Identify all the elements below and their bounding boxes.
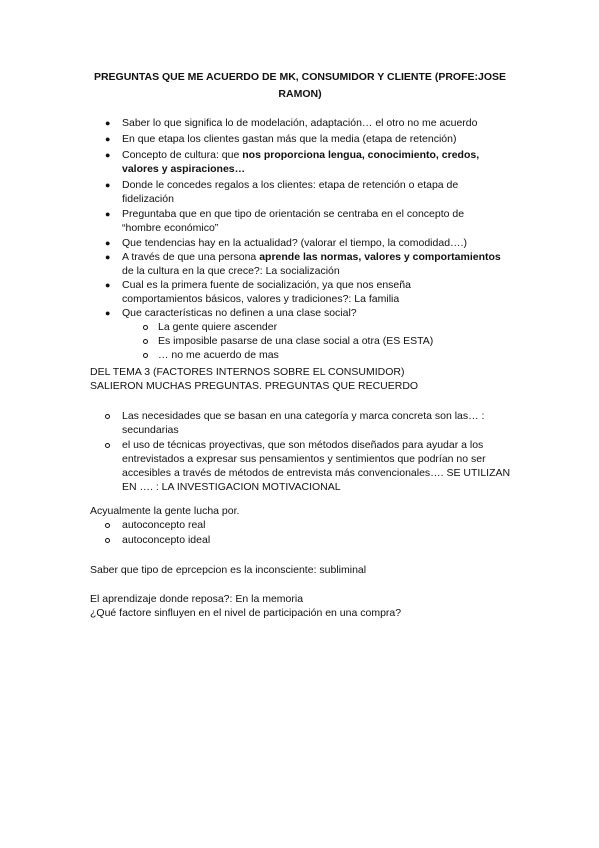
paragraph: ¿Qué factore sinfluyen en el nivel de participación en una compra? <box>90 607 402 619</box>
list-item: autoconcepto ideal <box>122 534 211 546</box>
list-item: autoconcepto real <box>122 519 206 531</box>
circle-bullet-icon <box>105 523 110 528</box>
list-item <box>122 250 502 278</box>
paragraph: El aprendizaje donde reposa?: En la memoria <box>90 593 304 605</box>
circle-bullet-icon <box>143 339 148 344</box>
list-item-text: de la cultura en la que crece?: La socialización <box>122 265 340 277</box>
list-item: Que tendencias hay en la actualidad? (valorar el tiempo, la comodidad….) <box>122 237 467 249</box>
list-item-bold-text: aprende las normas, valores y comportamientos <box>259 251 501 263</box>
bullet-icon: ● <box>105 209 111 219</box>
sub-list-item: … no me acuerdo de mas <box>158 349 279 361</box>
circle-bullet-icon <box>105 538 110 543</box>
section-heading: DEL TEMA 3 (FACTORES INTERNOS SOBRE EL CONSUMIDOR) SALIERON MUCHAS PREGUNTAS. PREGUNTAS QUE RECUERDO <box>90 366 419 392</box>
list-item: Cual es la primera fuente de socialización, ya que nos enseña comportamientos básicos, valores y tradiciones?: La familia <box>122 279 411 305</box>
sub-list-item: Es imposible pasarse de una clase social a otra (ES ESTA) <box>158 335 434 347</box>
circle-bullet-icon <box>143 325 148 330</box>
list-item: Preguntaba que en que tipo de orientación se centraba en el concepto de “hombre económico” <box>122 208 465 234</box>
bullet-icon: ● <box>105 252 111 262</box>
list-item: Que características no definen a una clase social? <box>122 307 357 319</box>
circle-bullet-icon <box>105 443 110 448</box>
bullet-icon: ● <box>105 280 111 290</box>
list-item: Saber lo que significa lo de modelación, adaptación… el otro no me acuerdo <box>122 117 478 129</box>
paragraph: Saber que tipo de eprcepcion es la inconsciente: subliminal <box>90 564 367 576</box>
page-title: PREGUNTAS QUE ME ACUERDO DE MK, CONSUMIDOR Y CLIENTE (PROFE:JOSE RAMON) <box>93 71 507 100</box>
bullet-icon: ● <box>105 238 111 248</box>
list-item <box>122 148 517 176</box>
circle-bullet-icon <box>105 414 110 419</box>
bullet-icon: ● <box>105 180 111 190</box>
list-item: En que etapa los clientes gastan más que la media (etapa de retención) <box>122 133 457 145</box>
list-item-text: Concepto de cultura: que <box>122 149 243 161</box>
list-item: Donde le concedes regalos a los clientes: etapa de retención o etapa de fidelización <box>122 179 459 205</box>
circle-bullet-icon <box>143 353 148 358</box>
list-item: Las necesidades que se basan en una categoría y marca concreta son las… : secundarias <box>122 410 485 436</box>
bullet-icon: ● <box>105 118 111 128</box>
bullet-icon: ● <box>105 308 111 318</box>
bullet-icon: ● <box>105 150 111 160</box>
list-item-bold-text: nos proporciona lengua, conocimiento, credos, valores y aspiraciones… <box>122 149 480 175</box>
sub-list-item: La gente quiere ascender <box>158 321 278 333</box>
list-item-text: A través de que una persona <box>122 251 260 263</box>
list-item: el uso de técnicas proyectivas, que son métodos diseñados para ayudar a los entrevistados a expresar sus pensamientos y sentimientos que podrían no ser accesibles a través de métodos de entrevista más convencionales…. SE UTILIZAN EN …. : LA INVESTIGACION MOTIVACIONAL <box>122 439 511 493</box>
paragraph: Acyualmente la gente lucha por. <box>90 505 240 517</box>
bullet-icon: ● <box>105 134 111 144</box>
